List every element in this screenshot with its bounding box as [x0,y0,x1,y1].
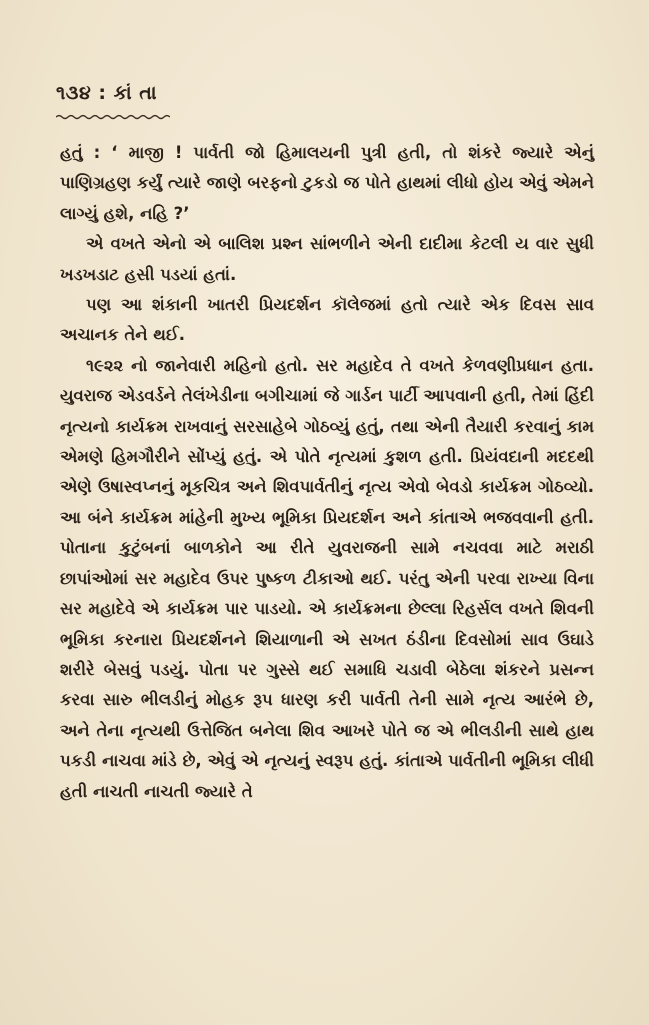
body-text [60,138,594,807]
header-wavy-rule [56,114,170,120]
running-header [56,82,157,104]
header-separator: : [98,82,107,104]
paragraph: ૧૯૨૨ નો જાનેવારી મહિનો હતો. સર મહાદેવ તે વખતે કેળવણીપ્રધાન હતા. યુવરાજ એડવર્ડને તેલંખેડીના બગીચામાં જે ગાર્ડન પાર્ટી આપવાની હતી, તેમાં હિંદી નૃત્યનો કાર્યક્રમ રાખવાનું સરસાહેબે ગોઠવ્યું હતું, તથા એની તૈયારી કરવાનું કામ એમણે હિમગૌરીને સોંપ્યું હતું. એ પોતે નૃત્યમાં કુશળ હતી. પ્રિયંવદાની મદદથી એણે ઉષાસ્વપ્નનું મૂકચિત્ર અને શિવપાર્વતીનું નૃત્ય એવો બેવડો કાર્યક્રમ ગોઠવ્યો. આ બંને કાર્યક્રમ માંહેની મુખ્ય ભૂમિકા પ્રિયદર્શન અને કાંતાએ ભજવવાની હતી. પોતાના કુટુંબનાં બાળકોને આ રીતે યુવરાજની સામે નચવવા માટે મરાઠી છાપાંઓમાં સર મહાદેવ ઉપર પુષ્કળ ટીકાઓ થઈ. પરંતુ એની પરવા રાખ્યા વિના સર મહાદેવે એ કાર્યક્રમ પાર પાડયો. એ કાર્યક્રમના છેલ્લા રિહર્સલ વખતે શિવની ભૂમિકા કરનારા પ્રિયદર્શનને શિયાળાની એ સખત ઠંડીના દિવસોમાં સાવ ઉઘાડે શરીરે બેસવું પડયું. પોતા પર ગુસ્સે થઈ સમાધિ ચડાવી બેઠેલા શંકરને પ્રસન્ન કરવા સારુ ભીલડીનું મોહક રૂપ ધારણ કરી પાર્વતી તેની સામે નૃત્ય આરંભે છે, અને તેના નૃત્યથી ઉત્તેજિત બનેલા શિવ આખરે પોતે જ એ ભીલડીની સાથે હાથ પકડી નાચવા માંડે છે, એવું એ નૃત્યનું સ્વરૂપ હતું. કાંતાએ પાર્વતીની ભૂમિકા લીધી હતી નાચતી નાચતી જ્યારે તે [60,355,594,801]
paragraph: પણ આ શંકાની ખાતરી પ્રિયદર્શન કૉલેજમાં હતો ત્યારે એક દિવસ સાવ અચાનક તેને થઈ. [60,295,594,345]
chapter-title: કાં તા [113,82,158,104]
paragraph: એ વખતે એનો એ બાલિશ પ્રશ્ન સાંભળીને એની દાદીમા કેટલી ય વાર સુધી ખડખડાટ હસી પડયાં હતાં. [60,234,594,284]
paragraph: હતું : ‘ માજી ! પાર્વતી જો હિમાલયની પુત્રી હતી, તો શંકરે જ્યારે એનું પાણિગ્રહણ કર્યું ત્યારે જાણે બરફનો ટુકડો જ પોતે હાથમાં લીધો હોય એવું એમને લાગ્યું હશે, નહિ ?’ [60,143,594,223]
page-number: ૧૩૪ [56,82,92,104]
